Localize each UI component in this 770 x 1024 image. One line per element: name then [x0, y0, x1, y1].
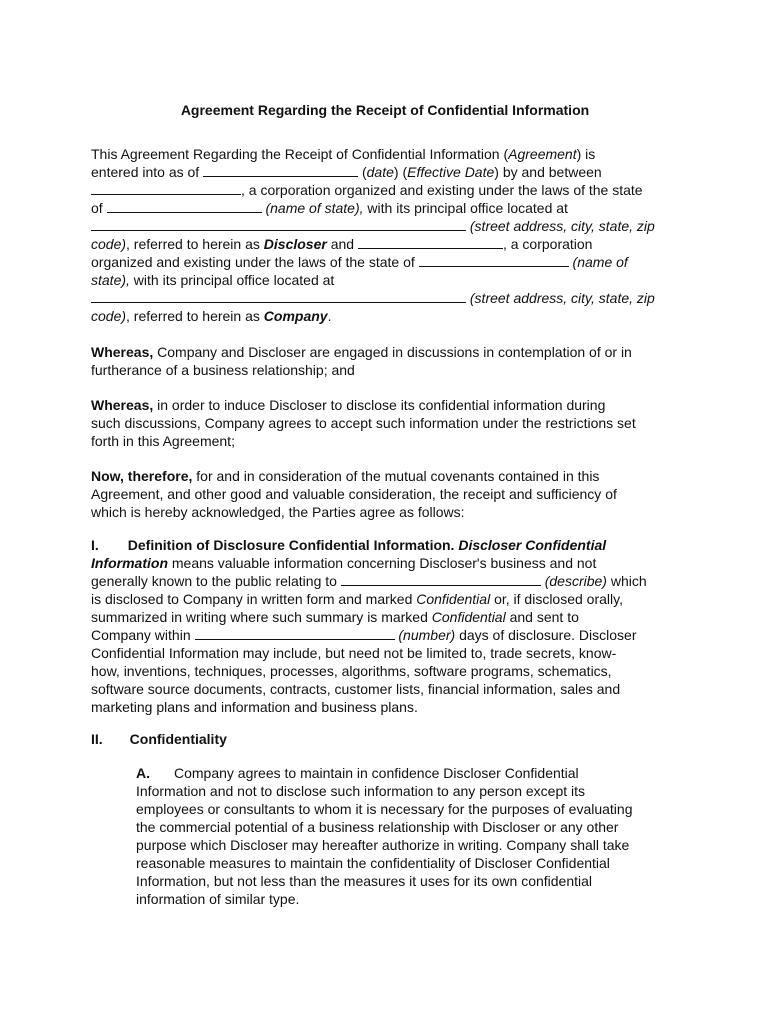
section1-line-6: Company within (number) days of disclosure. Discloser — [91, 627, 637, 643]
section2-heading: Confidentiality — [129, 731, 227, 747]
intro-line-4: of (name of state), with its principal office located at — [91, 200, 568, 216]
discloser-name-blank[interactable] — [91, 181, 241, 195]
now-line-3: which is hereby acknowledged, the Parties agree as follows: — [91, 504, 465, 520]
section1-line-2: Information means valuable information concerning Discloser's business and not — [91, 555, 597, 571]
section2a-line-6: reasonable measures to maintain the confidentiality of Discloser Confidential — [136, 855, 610, 871]
section2a-label: A. — [136, 765, 150, 781]
intro-line-8: state), with its principal office located at — [91, 272, 335, 288]
intro-line-3: , a corporation organized and existing under the laws of the state — [91, 181, 691, 199]
section2a-line-8: information of similar type. — [136, 891, 300, 907]
section2a-line-4: the commercial potential of a business relationship with Discloser or any other — [136, 819, 619, 835]
intro-line-1: This Agreement Regarding the Receipt of Confidential Information (Agreement) is — [91, 146, 596, 162]
date-blank[interactable] — [203, 163, 358, 177]
whereas2-line-3: forth in this Agreement; — [91, 433, 235, 449]
section2-heading-line — [91, 730, 691, 748]
intro-line-10: code), referred to herein as Company. — [91, 308, 332, 324]
section2a-line-3: employees or consultants to whom it is necessary for the purposes of evaluating — [136, 801, 633, 817]
section1-heading-line: I. Definition of Disclosure Confidential Information. Discloser Confidential — [91, 537, 607, 553]
intro-line-7: organized and existing under the laws of the state of (name of — [91, 254, 628, 270]
section1-line-8: how, inventions, techniques, processes, algorithms, software programs, schematics, — [91, 663, 612, 679]
now-line-1: Now, therefore, for and in consideration of the mutual covenants contained in this — [91, 468, 600, 484]
whereas1-line-2: furtherance of a business relationship; and — [91, 362, 355, 378]
company-address-blank[interactable] — [91, 289, 466, 303]
section1-line-4: is disclosed to Company in written form and marked Confidential or, if disclosed orally, — [91, 591, 623, 607]
company-state-blank[interactable] — [419, 253, 569, 267]
whereas2-line-1: Whereas, in order to induce Discloser to disclose its confidential information during — [91, 397, 606, 413]
number-blank[interactable] — [195, 626, 395, 640]
section2a-line-1: A. Company agrees to maintain in confidence Discloser Confidential — [136, 765, 579, 781]
intro-line-9: (street address, city, state, zip — [91, 289, 691, 307]
whereas2-line-2: such discussions, Company agrees to accept such information under the restrictions set — [91, 415, 636, 431]
document-title: Agreement Regarding the Receipt of Confidential Information — [180, 102, 590, 118]
section2a-line-2: Information and not to disclose such information to any person except its — [136, 783, 586, 799]
describe-blank[interactable] — [341, 572, 541, 586]
whereas1-line-1: Whereas, Company and Discloser are engaged in discussions in contemplation of or in — [91, 344, 632, 360]
section1-line-3: generally known to the public relating to (describe) which — [91, 573, 647, 589]
discloser-state-blank[interactable] — [107, 199, 262, 213]
section1-line-5: summarized in writing where such summary is marked Confidential and sent to — [91, 609, 579, 625]
intro-line-6: code), referred to herein as Discloser and , a corporation — [91, 236, 593, 252]
section1-number: I. — [91, 537, 99, 553]
section1-line-10: marketing plans and information and business plans. — [91, 699, 418, 715]
now-line-2: Agreement, and other good and valuable consideration, the receipt and sufficiency of — [91, 486, 617, 502]
discloser-address-blank[interactable] — [91, 217, 466, 231]
intro-line-5: (street address, city, state, zip — [91, 217, 691, 235]
section2a-line-5: purpose which Discloser may hereafter authorize in writing. Company shall take — [136, 837, 630, 853]
company-name-blank[interactable] — [358, 235, 503, 249]
section1-line-9: software source documents, contracts, customer lists, financial information, sales and — [91, 681, 621, 697]
intro-line-2: entered into as of (date) (Effective Date) by and between — [91, 164, 602, 180]
section1-heading: Definition of Disclosure Confidential Information. — [127, 537, 455, 553]
section2-number: II. — [91, 731, 103, 747]
section2a-line-7: Information, but not less than the measures it uses for its own confidential — [136, 873, 593, 889]
section1-line-7: Confidential Information may include, but need not be limited to, trade secrets, know- — [91, 645, 617, 661]
